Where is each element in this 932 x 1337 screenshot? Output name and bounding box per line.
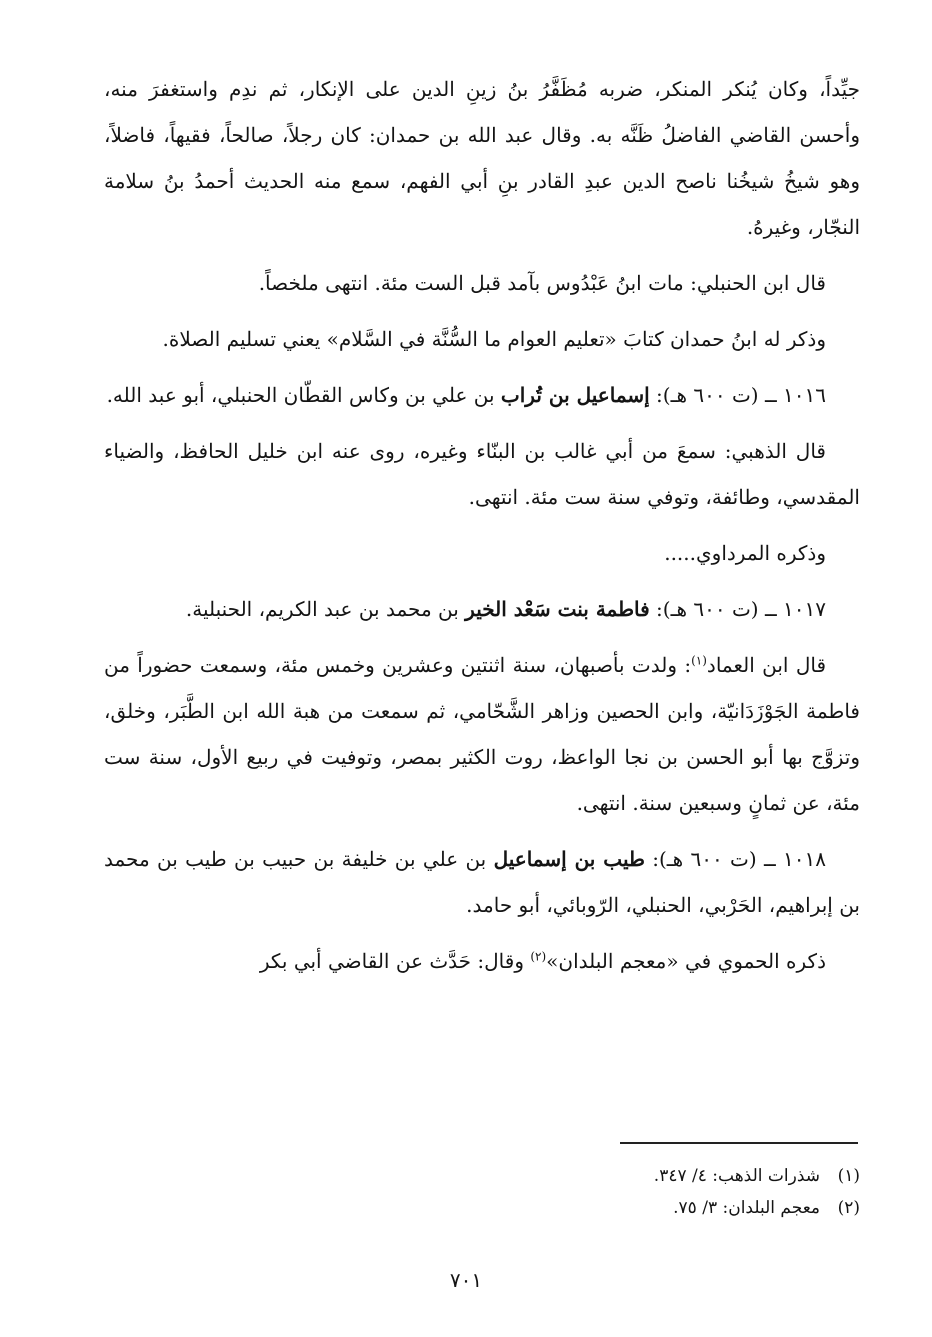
- entry-1017-number: ١٠١٧ ــ (ت ٦٠٠ هـ):: [649, 597, 826, 621]
- entry-1018-rest: بن علي بن خليفة بن حبيب بن طيب بن محمد بن إبراهيم، الحَرْبي، الحنبلي، الرّوبائي، أبو حامد.: [104, 847, 860, 917]
- footnote-1-number: (١): [837, 1166, 860, 1186]
- paragraph-6: وذكره المرداوي.....: [664, 541, 826, 565]
- entry-1016-rest: بن علي بن وكاس القطّان الحنبلي، أبو عبد الله.: [106, 383, 501, 407]
- entry-1017-rest: بن محمد بن عبد الكريم، الحنبلية.: [185, 597, 466, 621]
- paragraph-3: وذكر له ابنُ حمدان كتابَ «تعليم العوام ما السُّنَّة في السَّلام» يعني تسليم الصلاة.: [162, 327, 826, 351]
- footnotes: [104, 1160, 860, 1224]
- entry-1016-name: إسماعيل بن تُراب: [500, 383, 650, 407]
- entry-1018-number: ١٠١٨ ــ (ت ٦٠٠ هـ):: [644, 847, 827, 871]
- footnote-2-text: معجم البلدان: ٣/ ٧٥.: [673, 1198, 820, 1218]
- footnote-2-number: (٢): [837, 1198, 860, 1218]
- footnote-ref-1[interactable]: (١): [691, 653, 707, 668]
- paragraph-10-start: ذكره الحموي في «معجم البلدان»: [546, 949, 826, 973]
- entry-1017: [104, 586, 860, 632]
- footnote-ref-2[interactable]: (٢): [530, 949, 547, 964]
- paragraph-2: قال ابن الحنبلي: مات ابنُ عَبْدُوس بآمد قبل الست مئة. انتهى ملخصاً.: [258, 271, 826, 295]
- paragraph-8: [104, 642, 860, 826]
- paragraph-1: جيِّداً، وكان يُنكر المنكر، ضربه مُظَفَّرُ بنُ زينِ الدين على الإنكار، ثم ندِم واستغفرَ منه، وأحسن القاضي الفاضلُ ظَنَّه به. وقال عبد الله بن حمدان: كان رجلاً، صالحاً، فقيهاً، فاضلاً، وهو شيخُ شيخُنا ناصح الدين عبدِ القادر بنِ أبي الفهم، سمع منه الحديث أحمدُ بنُ سلامة النجّار، وغيرهُ.: [104, 77, 860, 239]
- footnote-2: [104, 1192, 860, 1224]
- footnote-divider: [620, 1142, 858, 1144]
- page-number: ٧٠١: [449, 1268, 483, 1292]
- entry-1016-number: ١٠١٦ ــ (ت ٦٠٠ هـ):: [649, 383, 826, 407]
- paragraph-5: قال الذهبي: سمعَ من أبي غالب بن البنّاء وغيره، روى عنه ابن خليل الحافظ، والضياء المقدسي، وطائفة، وتوفي سنة ست مئة. انتهى.: [104, 439, 860, 509]
- paragraph-8-rest: : ولدت بأصبهان، سنة اثنتين وعشرين وخمس مئة، وسمعت حضوراً من فاطمة الجَوْزَدَانيّة، وابن الحصين وزاهر الشَّحّامي، ثم سمعت من هبة الله ابن الطَّبَر، وخلق، وتزوَّج بها أبو الحسن بن نجا الواعظ، روت الكثير بمصر، وتوفيت في ربيع الأول، سنة ست مئة، عن ثمانٍ وسبعين سنة. انتهى.: [104, 653, 860, 815]
- entry-1018: [104, 836, 860, 928]
- entry-1018-name: طيب بن إسماعيل: [493, 847, 645, 871]
- footnote-1: [104, 1160, 860, 1192]
- footnote-1-text: شذرات الذهب: ٤/ ٣٤٧.: [653, 1166, 820, 1186]
- entry-1016: [104, 372, 860, 418]
- paragraph-10: [104, 938, 860, 984]
- paragraph-10-rest: وقال: حَدَّث عن القاضي أبي بكر: [259, 949, 531, 973]
- page-body: [104, 66, 860, 994]
- entry-1017-name: فاطمة بنت سَعْد الخير: [465, 597, 650, 621]
- paragraph-8-start: قال ابن العماد: [706, 653, 827, 677]
